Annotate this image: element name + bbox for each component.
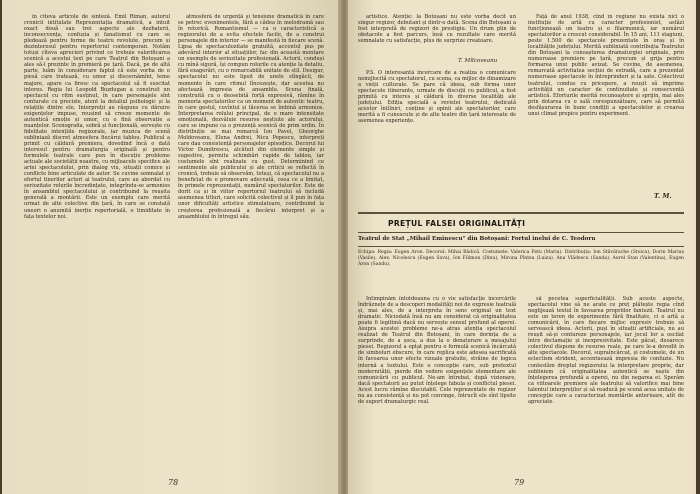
right-page-bottom-column-1: Întîmpinăm întotdeauna cu o vie satisfacție încercările îndrăznețe de a descoperi modalități noi de expresie teatrală și, mai ales, de a interpreta în sens original un text dramatic. Niciodată însă nu am considerat că originalitatea poate fi legitimă dacă nu servește sensul profund al operei. Asupra acestei probleme ne-a atras atenția spectacolul realizat de Teatrul din Botoșani, în care dorința de a surprinde, de a șoca, a dus la o denaturare a mesajului piesei. Regizorul a optat pentru o formulă scenică încărcată de simboluri obscure, în care replica este adesea sacrificată în favoarea unor efecte vizuale gratuite, străine de logica internă a textului. Este o concepție care, sub pretextul modernității, pierde din vedere exigențele elementare ale comunicării cu publicul. Ne-am întrebat, după vizionare, dacă spectatorii au putut înțelege fabula și conflictul piesei. Acest lucru rămîne discutabil. Cele reprezentate de regizor nu au consistență și nu pot convinge, întrucît ele sînt lipsite de suport dramaturgic real.: [358, 296, 516, 405]
right-page-top-column-1: artistice. Atenție: la Botoșani nu este vorba decît un singur regizor, debutant și dintr-o dată. Scena din Botoșani a fost interpretă de regizori de prestigiu. Un drum plin de obstacole a fost parcurs, însă cu rezultate care merită semnalate cu satisfacție, plus de surprize creatoare.: [358, 14, 516, 45]
production-credits: Echipa: Regia: Eugen Aron. Decorul: Mihai Bădică. Costumele: Valerica Fetu (Maria). Distribuția: Ion Stăvărache (Stoica), Dorin Mariuș (Vasile), Alex. Nicolescu (Eugen Sava), Ion Filimon (Dinu), Mirona Pîntea (Luiza), Ana Vlădescu (Sanda), Aurel Stan (Valentina), Eugen Aron (Sandu).: [358, 250, 684, 267]
left-page: [2, 0, 340, 494]
second-review-signature: T. M.: [654, 192, 672, 200]
subtitle-underline: [358, 246, 684, 247]
right-page: [348, 0, 694, 494]
right-page-top-column-2: Față de anul 1938, cînd în regiune nu exista nici o instituție de artă cu caracter profesionist, astăzi funcționează un teatru și o filarmonică, iar numărul spectatorilor a crescut considerabil. În 15 ani, 111 stagiuni, peste 1.500 de spectacole prezentate în oraș și în localitățile județului. Merită subliniată contribuția Teatrului din Botoșani la cunoașterea dramaturgiei originale, prin numeroase premiere pe țară, precum și grija pentru formarea unui public avizat. Se cuvine, de asemenea, remarcată activitatea secției de estradă, care a prezentat numeroase spectacole în întreprinderi și la sate. Colectivul teatrului, condus cu pricepere, a reușit să imprime activității un caracter de continuitate și consecvență artistică. Eforturile merită recunoaștere și sprijin, mai ales prin dotarea cu o sală corespunzătoare, care să permită desfășurarea în bune condiții a spectacolelor și crearea unui climat propice pentru experiment.: [528, 14, 684, 117]
left-page-number: 78: [168, 478, 179, 487]
left-page-column-1: în cîteva articole de sinteză. Emil Riman, autorul cronicii intitulate Reprezentația dramatică, a intuit exact două sau trei aspecte ale dezbaterii, inconsecvența, confuzia și fanatismul cu care se pledează pentru forme de teatru revolute, precum și dezinteresul pentru repertoriul contemporan. Notăm totuși cîteva aprecieri privind ce trebuie valorificarea scenică a acestui text pe care Teatrul din Botoșani a ales să-l prezinte în premieră pe țară. Dacă, pe de altă parte, luăm în considerare faptul că este vorba de o piesă care tratează, cu umor și discernămînt, teme majore, apare ca firesc ca spectacolul să fi suscitat interes. Regia lui Leopold Buzdugan a construit un spectacol cu ritm susținut, în care personajele sînt conturate cu precizie, atent la detaliul psihologic și la relațiile dintre ele. Interpreții au răspuns cu dăruire exigențelor impuse, reușind să creeze momente de autentică emoție și umor, cu o fină observație a nuanțelor. Scenografia, sobră și funcțională, servește cu fidelitate intențiile regizorale, iar muzica de scenă subliniază discret atmosfera fiecărui tablou. Publicul a primit cu căldură premiera, dovedind încă o dată interesul pentru dramaturgia originală și pentru formulele teatrale care pun în discuție probleme actuale ale societății noastre, cu mijloacele specifice ale artei spectacolului, prin dialog viu, situații comice și conflicte bine articulate de autor. Se cuvine semnalat și efortul tinerilor actori ai teatrului, care au abordat cu seriozitate rolurile încredințate, integrîndu-se armonios în ansamblul spectacolului și contribuind la reușita generală a montării. Este un exemplu care merită urmat de alte colective din țară, în care se constată uneori o anumită inerție repertorială, o timiditate în fața textelor noi.: [24, 14, 170, 220]
section-divider: [358, 212, 684, 214]
right-page-ps-column: P.S. O interesantă încercare de a realiza o comunicare nemijlocită cu spectatorul, cu scena, ca mijloc de dinamizare a vieții culturale. Se pare că ideea, sub forma unor spectacole itinerante, urmate de discuții cu publicul, a fost primită cu interes și căldură în diverse localități ale județului. Ediția specială a revistei teatrului, dedicată acestor întîlniri, conține și opinii ale spectatorilor, care merită a fi cunoscute și de alte teatre din țară interesate de asemenea experiențe.: [358, 70, 516, 125]
article-title: PREȚUL FALSEI ORIGINALITĂȚI: [388, 219, 526, 228]
title-underline: [358, 232, 684, 233]
article-subtitle: Teatrul de Stat „Mihail Eminescu" din Botoșani: Fortul inelui de C. Teodoru: [358, 236, 596, 242]
first-review-signature: T. Mîlcoveanu: [458, 58, 498, 64]
right-page-number: 79: [514, 478, 525, 487]
left-page-column-2: atmosferă de urgență și tensiune dramatică în care se petrec evenimentele, fără a cădea în melodramă sau în retorică. Romantismul — ca o caracteristică a regizorului de a evita efectele facile, de a construi personajele din interior — se manifestă în fiecare scenă. Lipsa de spectaculozitate gratuită, accentul pus pe adevărul interior al situațiilor, fac din această montare un exemplu de seriozitate profesională. Actorii, conduși cu mînă sigură, își compun rolurile cu atenție la detaliu, fără exagerări, cu o remarcabilă unitate de stil. Desigur, spectacolul nu este lipsit de unele stîngăcii, de momente în care ritmul lîncezește, dar acestea nu afectează impresia de ansamblu. Scena finală, construită cu o deosebită forță expresivă, rămîne în memoria spectatorilor ca un moment de autentic teatru, în care gestul, cuvîntul și tăcerea se îmbină armonios. Interpretarea rolului principal, de o mare intensitate emoțională, dezvăluie resurse neștiute ale actorului, care se impune ca o prezență scenică de prim ordin. În distribuție se mai remarcă Ion Pavel, Gheorghe Moldoveanu, Elena Andrei, Nicu Popescu, interpreți care dau consistență personajelor episodice. Decorul lui Victor Dumitrescu, alcătuit din elemente simple și sugestive, permite schimbări rapide de tablou, iar costumele sînt realizate cu gust. Determinind ce sentimente ale publicului și ale criticii se reflectă în cronică, trebuie să observăm, totuși, că spectacolul nu a beneficiat de o promovare adecvată, ceea ce a limitat, în primele reprezentații, numărul spectatorilor. Este de dorit ca și în viitor repertoriul teatrului să includă asemenea titluri, care solicită colectivul și îl pun în fața unor dificultăți artistice stimulatoare, contribuind la creșterea profesională a fiecărui interpret și a ansamblului în întregul său.: [178, 14, 324, 220]
right-page-bottom-column-2: să pecetea superficialității. Sub aceste aspecte, spectacolul vine să ne arate ce preț plătește regia cînd neglijează textul în favoarea propriilor fantezii. Teatrul nu este un teren de experimente fără finalitate, ci o artă a comunicării, în care fiecare mijloc expresiv trebuie să servească ideea. Actorii, puși în situații artificiale, nu au reușit să-și contureze personajele, iar jocul lor a oscilat între declamație și inexpresivitate. Este păcat, deoarece colectivul dispune de resurse reale, pe care le-a dovedit în alte spectacole. Decorul, supraîncărcat, și costumele, de un eclectism strident, accentuează impresia de confuzie. Nu contestăm dreptul regizorului la interpretare proprie, dar subliniem că originalitatea autentică se naște din înțelegerea profundă a operei, nu din negarea ei. Sperăm ca viitoarele premiere ale teatrului să valorifice mai bine talentul interpreților și să readucă pe scenă acea unitate de concepție care a caracterizat montările anterioare, atît de apreciate.: [528, 296, 684, 405]
